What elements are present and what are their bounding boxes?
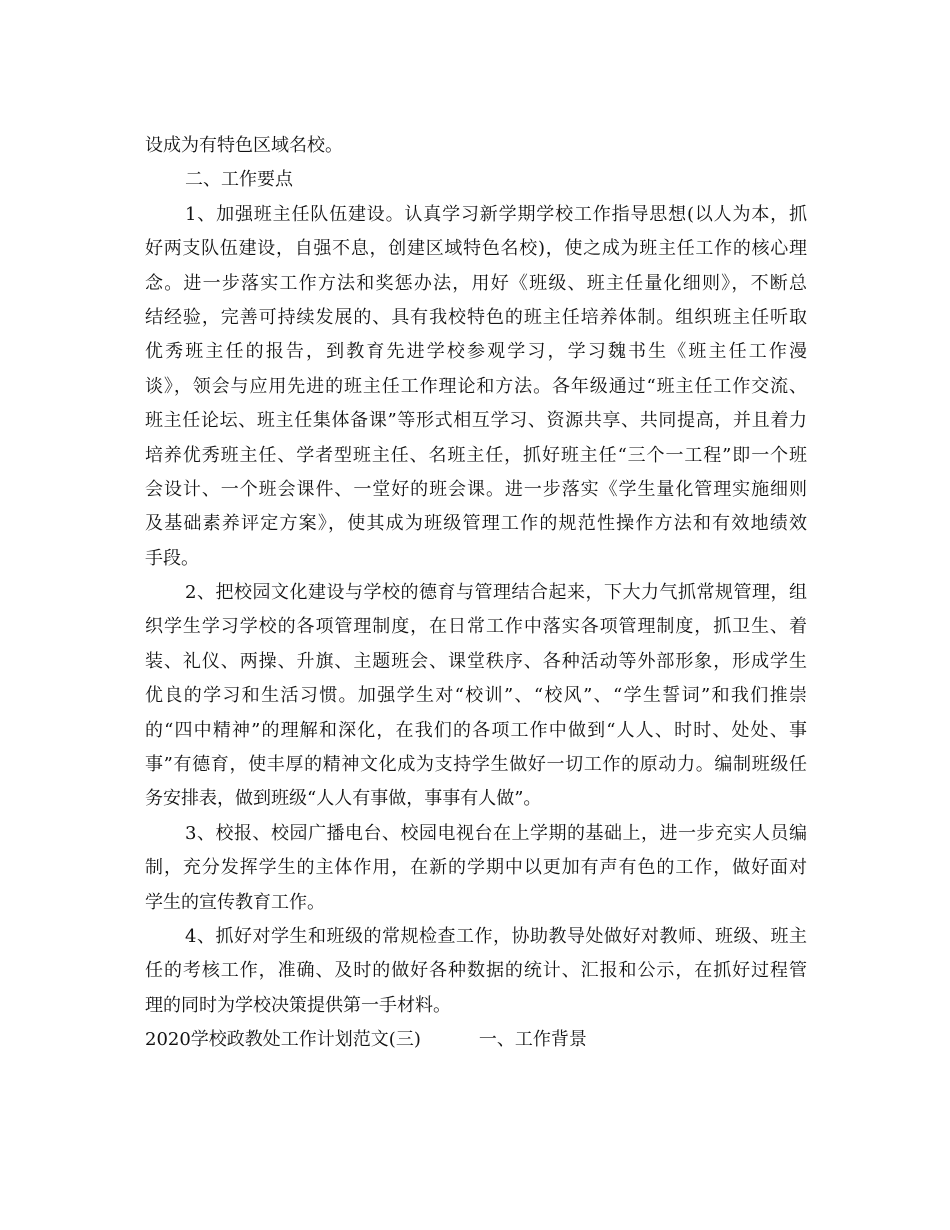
paragraph-line: 会设计、一个班会课件、一堂好的班会课。进一步落实《学生量化管理实施细则 — [145, 478, 807, 500]
paragraph-line: 谈》，领会与应用先进的班主任工作理论和方法。各年级通过“班主任工作交流、 — [145, 375, 807, 397]
next-document-title: 2020学校政教处工作计划范文(三) — [145, 1029, 421, 1051]
paragraph-1 — [145, 198, 807, 576]
paragraph-line: 2、把校园文化建设与学校的德育与管理结合起来，下大力气抓常规管理，组 — [185, 582, 807, 604]
paragraph-line: 学生的宣传教育工作。 — [145, 891, 325, 913]
paragraph-line: 培养优秀班主任、学者型班主任、名班主任，抓好班主任“三个一工程”即一个班 — [145, 444, 807, 466]
paragraph-line: 念。进一步落实工作方法和奖惩办法，用好《班级、班主任量化细则》，不断总 — [145, 272, 807, 294]
paragraph-line: 1、加强班主任队伍建设。认真学习新学期学校工作指导思想(以人为本，抓 — [185, 203, 807, 225]
paragraph-line: 班主任论坛、班主任集体备课”等形式相互学习、资源共享、共同提高，并且着力 — [145, 410, 807, 432]
paragraph-line: 事”有德育，使丰厚的精神文化成为支持学生做好一切工作的原动力。编制班级任 — [145, 754, 807, 776]
document-page — [145, 129, 807, 1058]
paragraph-2 — [145, 576, 807, 817]
paragraph-line: 织学生学习学校的各项管理制度，在日常工作中落实各项管理制度，抓卫生、着 — [145, 616, 807, 638]
paragraph-line: 的“四中精神”的理解和深化，在我们的各项工作中做到“人人、时时、处处、事 — [145, 719, 807, 741]
paragraph-line: 优秀班主任的报告，到教育先进学校参观学习，学习魏书生《班主任工作漫 — [145, 341, 807, 363]
intro-line: 设成为有特色区域名校。 — [145, 135, 343, 156]
paragraph-line: 4、抓好对学生和班级的常规检查工作，协助教导处做好对教师、班级、班主 — [185, 925, 807, 947]
section-heading: 二、工作要点 — [185, 169, 293, 191]
paragraph-line: 优良的学习和生活习惯。加强学生对“校训”、“校风”、“学生誓词”和我们推崇 — [145, 685, 807, 707]
paragraph-line: 务安排表，做到班级“人人有事做，事事有人做”。 — [145, 788, 542, 810]
paragraph-line: 制，充分发挥学生的主体作用，在新的学期中以更加有声有色的工作，做好面对 — [145, 857, 807, 879]
paragraph-line: 3、校报、校园广播电台、校园电视台在上学期的基础上，进一步充实人员编 — [185, 822, 807, 844]
paragraph-line: 任的考核工作，准确、及时的做好各种数据的统计、汇报和公示，在抓好过程管 — [145, 960, 807, 982]
paragraph-line: 理的同时为学校决策提供第一手材料。 — [145, 994, 451, 1016]
paragraph-line: 结经验，完善可持续发展的、具有我校特色的班主任培养体制。组织班主任听取 — [145, 306, 807, 328]
next-section-line — [145, 1023, 807, 1057]
paragraph-line: 及基础素养评定方案》，使其成为班级管理工作的规范性操作方法和有效地绩效 — [145, 513, 807, 535]
next-section-heading: 一、工作背景 — [478, 1029, 587, 1051]
paragraph-4 — [145, 920, 807, 1023]
paragraph-line: 装、礼仪、两操、升旗、主题班会、课堂秩序、各种活动等外部形象，形成学生 — [145, 650, 807, 672]
paragraph-3 — [145, 817, 807, 920]
paragraph-line: 手段。 — [145, 547, 199, 569]
paragraph-line: 好两支队伍建设，自强不息，创建区域特色名校)，使之成为班主任工作的核心理 — [145, 238, 807, 260]
